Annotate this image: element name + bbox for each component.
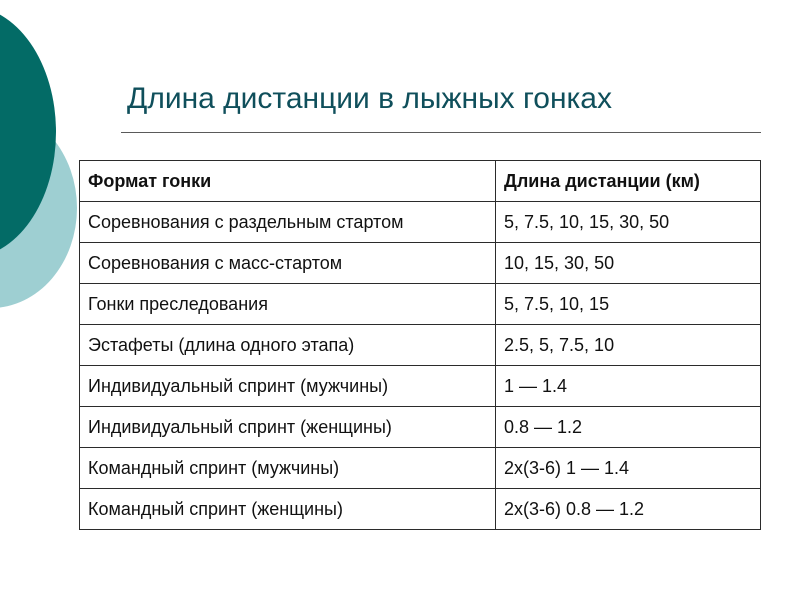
race-format-cell: Командный спринт (мужчины) bbox=[80, 448, 496, 489]
table-row bbox=[80, 243, 761, 284]
slide-title: Длина дистанции в лыжных гонках bbox=[127, 82, 612, 115]
distance-cell: 0.8 — 1.2 bbox=[496, 407, 761, 448]
table-row bbox=[80, 284, 761, 325]
distance-cell: 5, 7.5, 10, 15, 30, 50 bbox=[496, 202, 761, 243]
distance-cell: 2х(3-6) 1 — 1.4 bbox=[496, 448, 761, 489]
race-format-cell: Гонки преследования bbox=[80, 284, 496, 325]
race-format-cell: Индивидуальный спринт (мужчины) bbox=[80, 366, 496, 407]
race-format-cell: Соревнования с раздельным стартом bbox=[80, 202, 496, 243]
distance-cell: 2.5, 5, 7.5, 10 bbox=[496, 325, 761, 366]
header-distance-length: Длина дистанции (км) bbox=[496, 161, 761, 202]
table-row bbox=[80, 325, 761, 366]
distance-cell: 2х(3-6) 0.8 — 1.2 bbox=[496, 489, 761, 530]
distance-cell: 1 — 1.4 bbox=[496, 366, 761, 407]
table-header-row bbox=[80, 161, 761, 202]
distance-cell: 10, 15, 30, 50 bbox=[496, 243, 761, 284]
distance-cell: 5, 7.5, 10, 15 bbox=[496, 284, 761, 325]
race-format-cell: Командный спринт (женщины) bbox=[80, 489, 496, 530]
table-row bbox=[80, 202, 761, 243]
table-row bbox=[80, 366, 761, 407]
race-format-cell: Эстафеты (длина одного этапа) bbox=[80, 325, 496, 366]
table-row bbox=[80, 489, 761, 530]
title-underline bbox=[121, 132, 761, 133]
race-format-cell: Соревнования с масс-стартом bbox=[80, 243, 496, 284]
table-row bbox=[80, 407, 761, 448]
header-race-format: Формат гонки bbox=[80, 161, 496, 202]
race-format-cell: Индивидуальный спринт (женщины) bbox=[80, 407, 496, 448]
distance-table bbox=[79, 160, 761, 530]
table-row bbox=[80, 448, 761, 489]
